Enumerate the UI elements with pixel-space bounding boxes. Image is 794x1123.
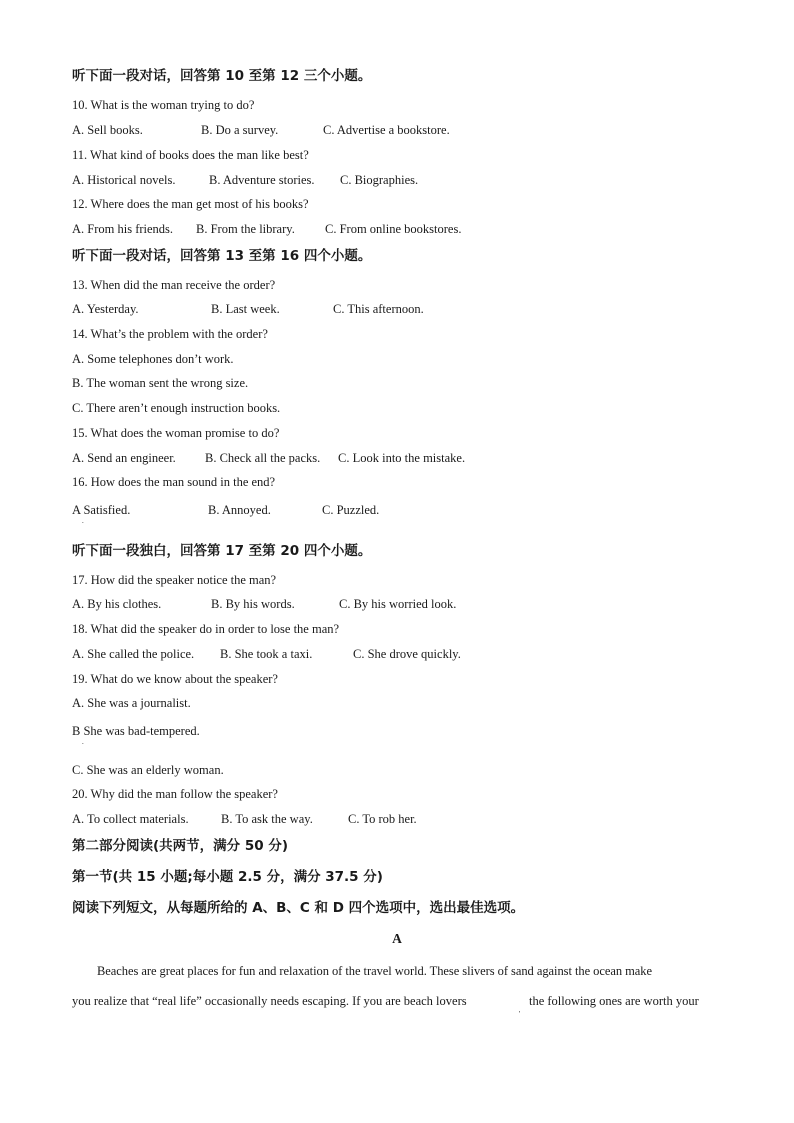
question-13-option-b: B. Last week. <box>211 302 280 316</box>
question-12-option-c: C. From online bookstores. <box>325 222 462 236</box>
question-13-option-a: A. Yesterday. <box>72 302 139 316</box>
section-heading-17-20: 听下面一段独白，回答第 17 至第 20 四个小题。 <box>72 543 372 559</box>
question-19-option-c: C. She was an elderly woman. <box>72 763 224 777</box>
question-11-option-c: C. Biographies. <box>340 173 419 187</box>
passage-line-1: Beaches are great places for fun and relaxation of the travel world. These slivers of sand against the ocean make <box>97 964 653 978</box>
question-19-stem: 19. What do we know about the speaker? <box>72 672 278 686</box>
question-20-option-c: C. To rob her. <box>348 812 417 826</box>
question-12-option-a: A. From his friends. <box>72 222 174 236</box>
question-10-option-a: A. Sell books. <box>72 123 143 137</box>
question-17-option-a: A. By his clothes. <box>72 597 162 611</box>
section-heading-13-16: 听下面一段对话，回答第 13 至第 16 四个小题。 <box>72 248 372 264</box>
question-18-option-c: C. She drove quickly. <box>353 647 461 661</box>
passage-label: A <box>392 931 402 946</box>
question-15-option-a: A. Send an engineer. <box>72 451 176 465</box>
question-18-option-a: A. She called the police. <box>72 647 195 661</box>
question-14-stem: 14. What’s the problem with the order? <box>72 327 268 341</box>
question-13-stem: 13. When did the man receive the order? <box>72 278 276 292</box>
section-heading-10-12: 听下面一段对话，回答第 10 至第 12 三个小题。 <box>72 68 372 84</box>
section-one-heading: 第一节(共 15 小题;每小题 2.5 分，满分 37.5 分) <box>72 869 383 885</box>
dot-mark: . <box>82 517 84 525</box>
question-10-stem: 10. What is the woman trying to do? <box>72 98 255 112</box>
question-12-option-b: B. From the library. <box>196 222 295 236</box>
question-11-option-b: B. Adventure stories. <box>209 173 315 187</box>
question-10-option-b: B. Do a survey. <box>201 123 279 137</box>
question-20-option-b: B. To ask the way. <box>221 812 313 826</box>
question-16-stem: 16. How does the man sound in the end? <box>72 475 276 489</box>
question-11-stem: 11. What kind of books does the man like best? <box>72 148 309 162</box>
question-11-option-a: A. Historical novels. <box>72 173 176 187</box>
part-two-heading: 第二部分阅读(共两节，满分 50 分) <box>72 838 289 854</box>
passage-line-2-part-2: the following ones are worth your <box>529 994 699 1008</box>
question-20-stem: 20. Why did the man follow the speaker? <box>72 787 278 801</box>
question-18-option-b: B. She took a taxi. <box>220 647 313 661</box>
passage-line-2-part-1: you realize that “real life” occasionally needs escaping. If you are beach lovers <box>72 994 467 1008</box>
question-16-option-a: A Satisfied. <box>72 503 131 517</box>
question-17-stem: 17. How did the speaker notice the man? <box>72 573 277 587</box>
question-13-option-c: C. This afternoon. <box>333 302 424 316</box>
question-20-option-a: A. To collect materials. <box>72 812 189 826</box>
question-19-option-a: A. She was a journalist. <box>72 696 191 710</box>
question-16-option-c: C. Puzzled. <box>322 503 380 517</box>
question-12-stem: 12. Where does the man get most of his books? <box>72 197 309 211</box>
question-15-option-c: C. Look into the mistake. <box>338 451 466 465</box>
question-14-option-b: B. The woman sent the wrong size. <box>72 376 249 390</box>
question-15-option-b: B. Check all the packs. <box>205 451 321 465</box>
question-17-option-b: B. By his words. <box>211 597 295 611</box>
question-19-option-b: B She was bad-tempered. <box>72 724 200 738</box>
question-16-option-b: B. Annoyed. <box>208 503 271 517</box>
question-17-option-c: C. By his worried look. <box>339 597 457 611</box>
question-18-stem: 18. What did the speaker do in order to lose the man? <box>72 622 340 636</box>
dot-mark: . <box>82 738 84 746</box>
reading-instructions: 阅读下列短文，从每题所给的 A、B、C 和 D 四个选项中，选出最佳选项。 <box>72 900 525 916</box>
question-10-option-c: C. Advertise a bookstore. <box>323 123 450 137</box>
question-14-option-c: C. There aren’t enough instruction books. <box>72 401 281 415</box>
question-14-option-a: A. Some telephones don’t work. <box>72 352 234 366</box>
question-15-stem: 15. What does the woman promise to do? <box>72 426 280 440</box>
comma-mark: ' <box>519 1010 521 1018</box>
